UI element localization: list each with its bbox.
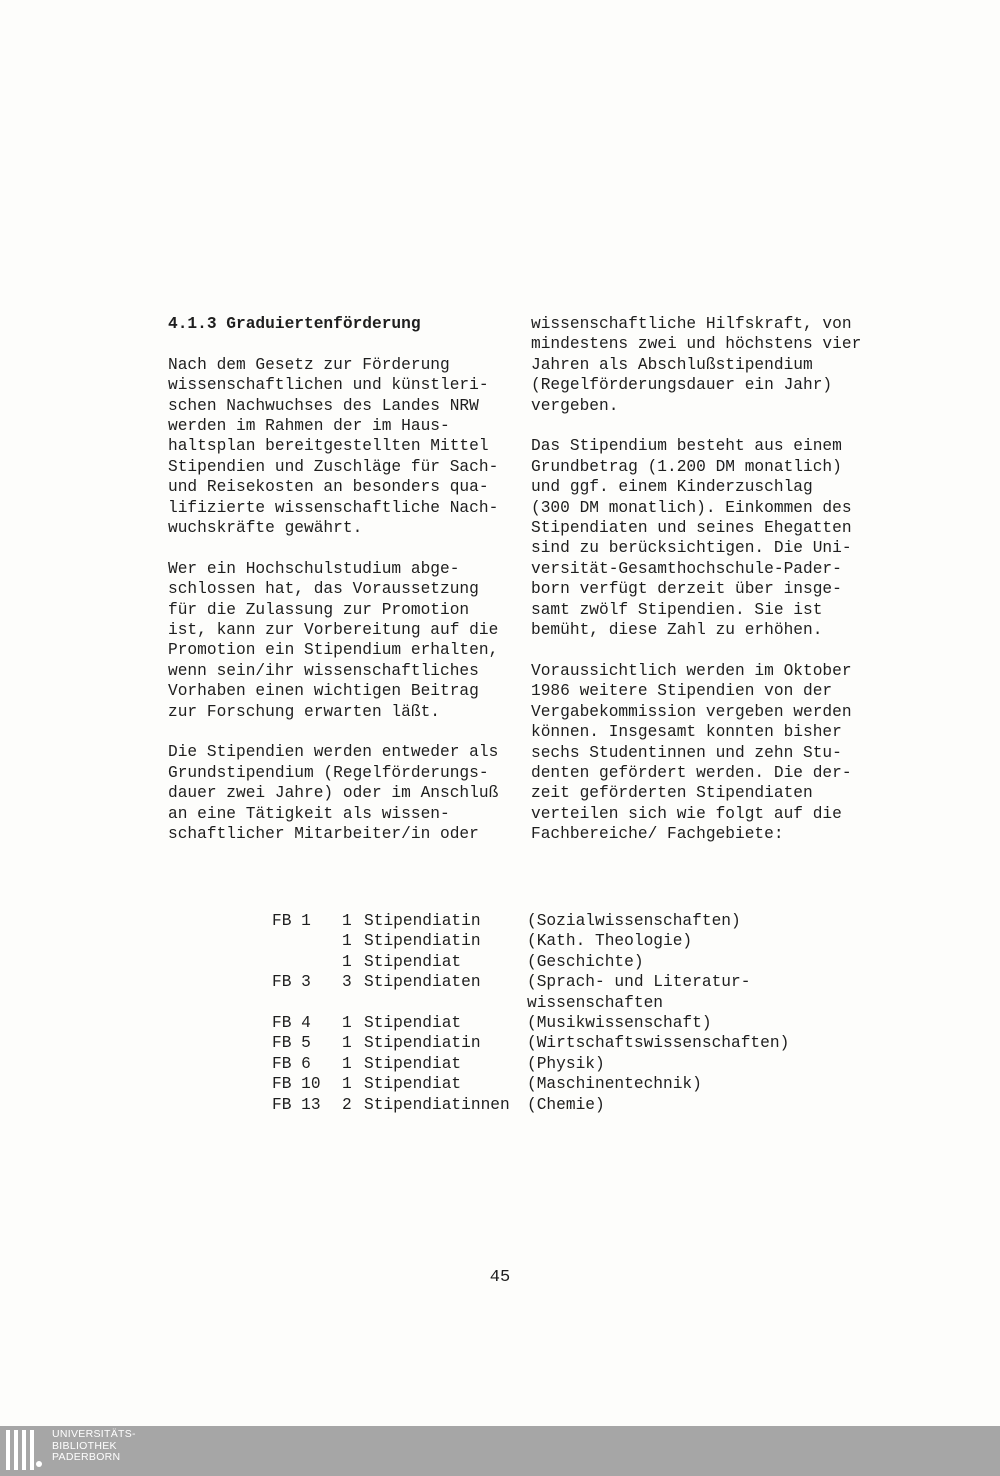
count-cell: 1	[342, 1034, 352, 1053]
faculty-cell: FB 10	[272, 1075, 321, 1094]
faculty-cell: FB 6	[272, 1054, 311, 1073]
field-cell: (Musikwissenschaft)	[527, 1013, 712, 1032]
count-cell: 1	[342, 1075, 352, 1094]
right-paragraph-1: wissenschaftliche Hilfskraft, von mindestens zwei und höchstens vier Jahren als Abschlußstipendium (Regelförderungsdauer ein Jahr) vergeben.	[531, 315, 862, 415]
holder-cell: Stipendiat	[364, 1013, 462, 1032]
count-cell: 1	[342, 932, 352, 951]
field-cell: (Sprach- und Literatur-	[527, 973, 751, 992]
holder-cell: Stipendiat	[364, 1054, 462, 1073]
library-footer-bar	[0, 1426, 1000, 1476]
count-cell: 1	[342, 912, 352, 930]
count-cell: 1	[342, 1054, 352, 1073]
faculty-cell: FB 13	[272, 1095, 321, 1114]
library-logo-text	[52, 1429, 136, 1464]
logo-line: BIBLIOTHEK	[52, 1439, 117, 1452]
faculty-cell: FB 5	[272, 1034, 311, 1053]
logo-dot-icon	[36, 1461, 42, 1467]
field-cell: (Maschinentechnik)	[527, 1075, 702, 1094]
library-logo-icon	[6, 1430, 40, 1470]
faculty-cell: FB 4	[272, 1013, 311, 1032]
count-cell: 1	[342, 1013, 352, 1032]
holder-cell: Stipendiaten	[364, 973, 481, 992]
section-heading: 4.1.3 Graduiertenförderung	[168, 315, 421, 333]
right-column	[531, 314, 886, 865]
holder-cell: Stipendiat	[364, 952, 462, 971]
holder-cell: Stipendiatin	[364, 1034, 481, 1053]
right-paragraph-3: Voraussichtlich werden im Oktober 1986 weitere Stipendien von der Vergabekommission vergeben werden können. Insgesamt konnten bisher sechs Studentinnen und zehn Stu- denten gefördert werden. Die der- zeit geförderten Stipendiaten verteilen sich wie folgt auf die Fachbereiche/ Fachgebiete:	[531, 661, 852, 844]
page-number: 45	[489, 1268, 511, 1287]
count-cell: 1	[342, 952, 352, 971]
holder-cell: Stipendiatin	[364, 932, 481, 951]
field-cell: (Kath. Theologie)	[527, 932, 693, 951]
logo-line: PADERBORN	[52, 1451, 121, 1463]
field-cell: (Geschichte)	[527, 952, 644, 971]
holder-cell: Stipendiatin	[364, 912, 481, 930]
faculty-cell: FB 1	[272, 912, 311, 930]
faculty-cell: FB 3	[272, 973, 311, 992]
logo-line: UNIVERSITÄTS-	[52, 1428, 136, 1440]
count-cell: 3	[342, 973, 352, 992]
count-cell: 2	[342, 1095, 352, 1114]
field-cell: wissenschaften	[527, 993, 663, 1012]
left-paragraph-3: Die Stipendien werden entweder als Grundstipendium (Regelförderungs- dauer zwei Jahre) oder im Anschluß an eine Tätigkeit als wissen- schaftlicher Mitarbeiter/in oder	[168, 743, 499, 844]
holder-cell: Stipendiat	[364, 1075, 462, 1094]
field-cell: (Chemie)	[527, 1095, 605, 1114]
field-cell: (Wirtschaftswissenschaften)	[527, 1034, 790, 1053]
right-paragraph-2: Das Stipendium besteht aus einem Grundbetrag (1.200 DM monatlich) und ggf. einem Kinderzuschlag (300 DM monatlich). Einkommen des Stipendiaten und seines Ehegatten sind zu berücksichtigen. Die Uni- versität-Gesamthochschule-Pader- born verfügt derzeit über insge- samt zwölf Stipendien. Sie ist bemüht, diese Zahl zu erhöhen.	[531, 437, 852, 640]
field-cell: (Physik)	[527, 1054, 605, 1073]
left-paragraph-1: Nach dem Gesetz zur Förderung wissenschaftlichen und künstleri- schen Nachwuchses des Landes NRW werden im Rahmen der im Haus- haltsplan bereitgestellten Mittel Stipendien und Zuschläge für Sach- und Reisekosten an besonders qua- lifizierte wissenschaftliche Nach- wuchskräfte gewährt.	[168, 355, 499, 538]
holder-cell: Stipendiatinnen	[364, 1095, 510, 1114]
left-paragraph-2: Wer ein Hochschulstudium abge- schlossen hat, das Voraussetzung für die Zulassung zur Promotion ist, kann zur Vorbereitung auf die Promotion ein Stipendium erhalten, wenn sein/ihr wissenschaftliches Vorhaben einen wichtigen Beitrag zur Forschung erwarten läßt.	[168, 559, 499, 721]
left-column	[168, 314, 523, 865]
field-cell: (Sozialwissenschaften)	[527, 912, 741, 930]
